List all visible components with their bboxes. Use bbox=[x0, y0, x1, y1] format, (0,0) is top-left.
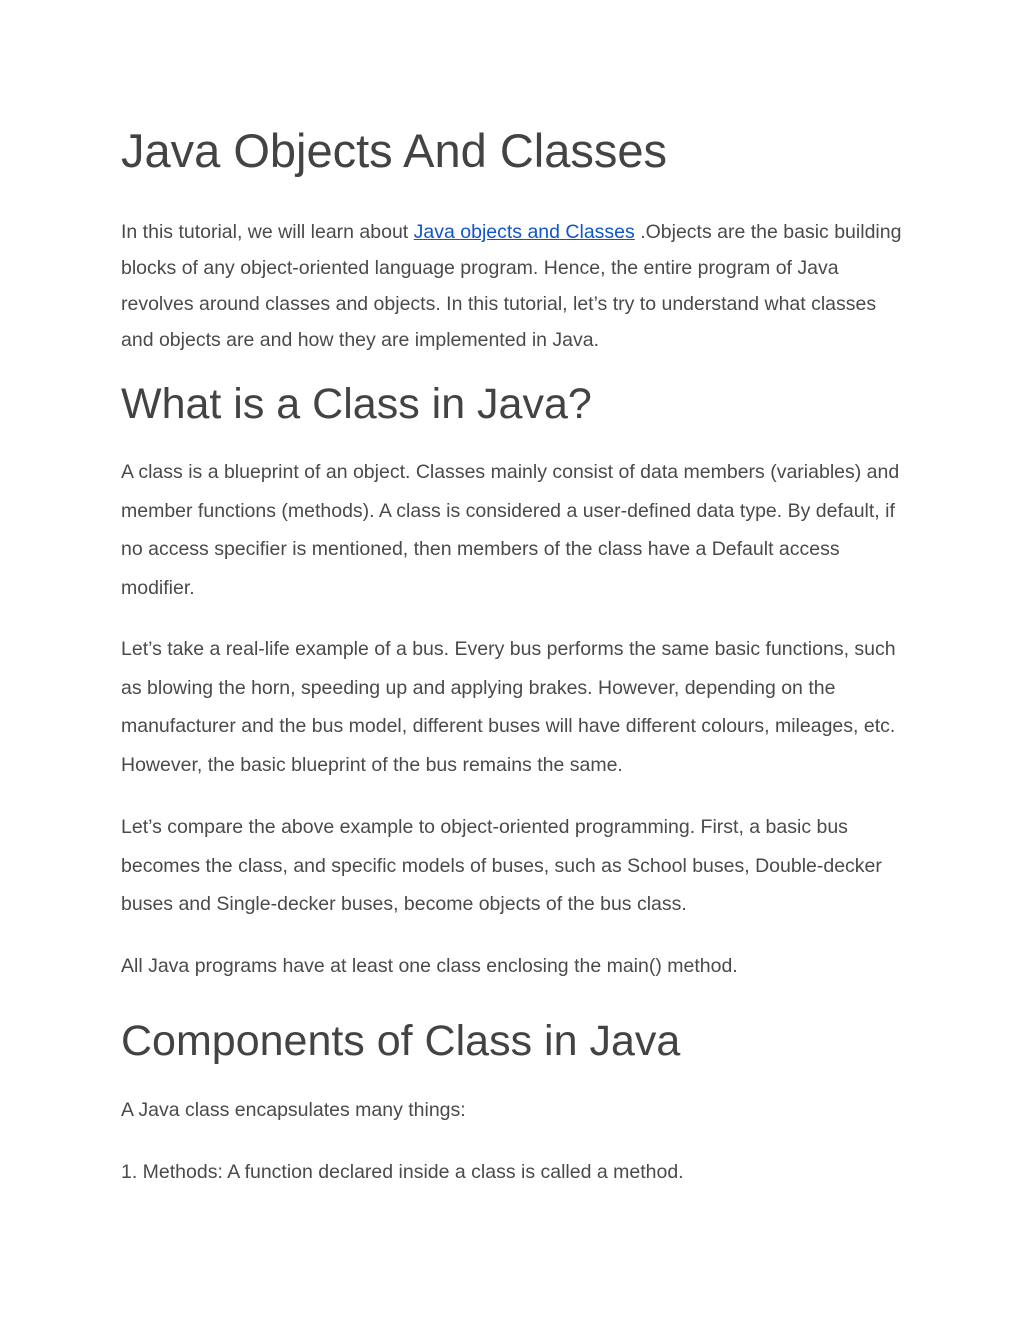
class-definition-paragraph: A class is a blueprint of an object. Classes mainly consist of data members (variables) and member functions (methods). A class is considered a user-defined data type. By default, if no access specifier is mentioned, then members of the class have a Default access modifier. bbox=[121, 461, 900, 600]
page-title: Java Objects And Classes bbox=[121, 124, 667, 177]
intro-text-after: .Objects are the basic building blocks of any object-oriented language program. Hence, the entire program of Java revolves around classes and objects. In this tutorial, let’s try to understand what classes and objects are and how they are implemented in Java. bbox=[121, 221, 902, 351]
methods-list-item: 1. Methods: A function declared inside a class is called a method. bbox=[121, 1161, 684, 1183]
java-objects-classes-link[interactable]: Java objects and Classes bbox=[413, 221, 635, 243]
components-intro-paragraph: A Java class encapsulates many things: bbox=[121, 1099, 466, 1121]
main-method-paragraph: All Java programs have at least one class enclosing the main() method. bbox=[121, 955, 738, 977]
bus-example-paragraph: Let’s take a real-life example of a bus. Every bus performs the same basic functions, such as blowing the horn, speeding up and applying brakes. However, depending on the manufacturer and the bus model, different buses will have different colours, mileages, etc. However, the basic blueprint of the bus remains the same. bbox=[121, 638, 896, 777]
section-heading-class: What is a Class in Java? bbox=[121, 380, 592, 428]
section-heading-components: Components of Class in Java bbox=[121, 1017, 681, 1065]
intro-paragraph bbox=[121, 214, 911, 358]
oop-comparison-paragraph: Let’s compare the above example to object-oriented programming. First, a basic bus becomes the class, and specific models of buses, such as School buses, Double-decker buses and Single-decker buses, become objects of the bus class. bbox=[121, 816, 882, 916]
intro-text-before: In this tutorial, we will learn about bbox=[121, 221, 414, 243]
